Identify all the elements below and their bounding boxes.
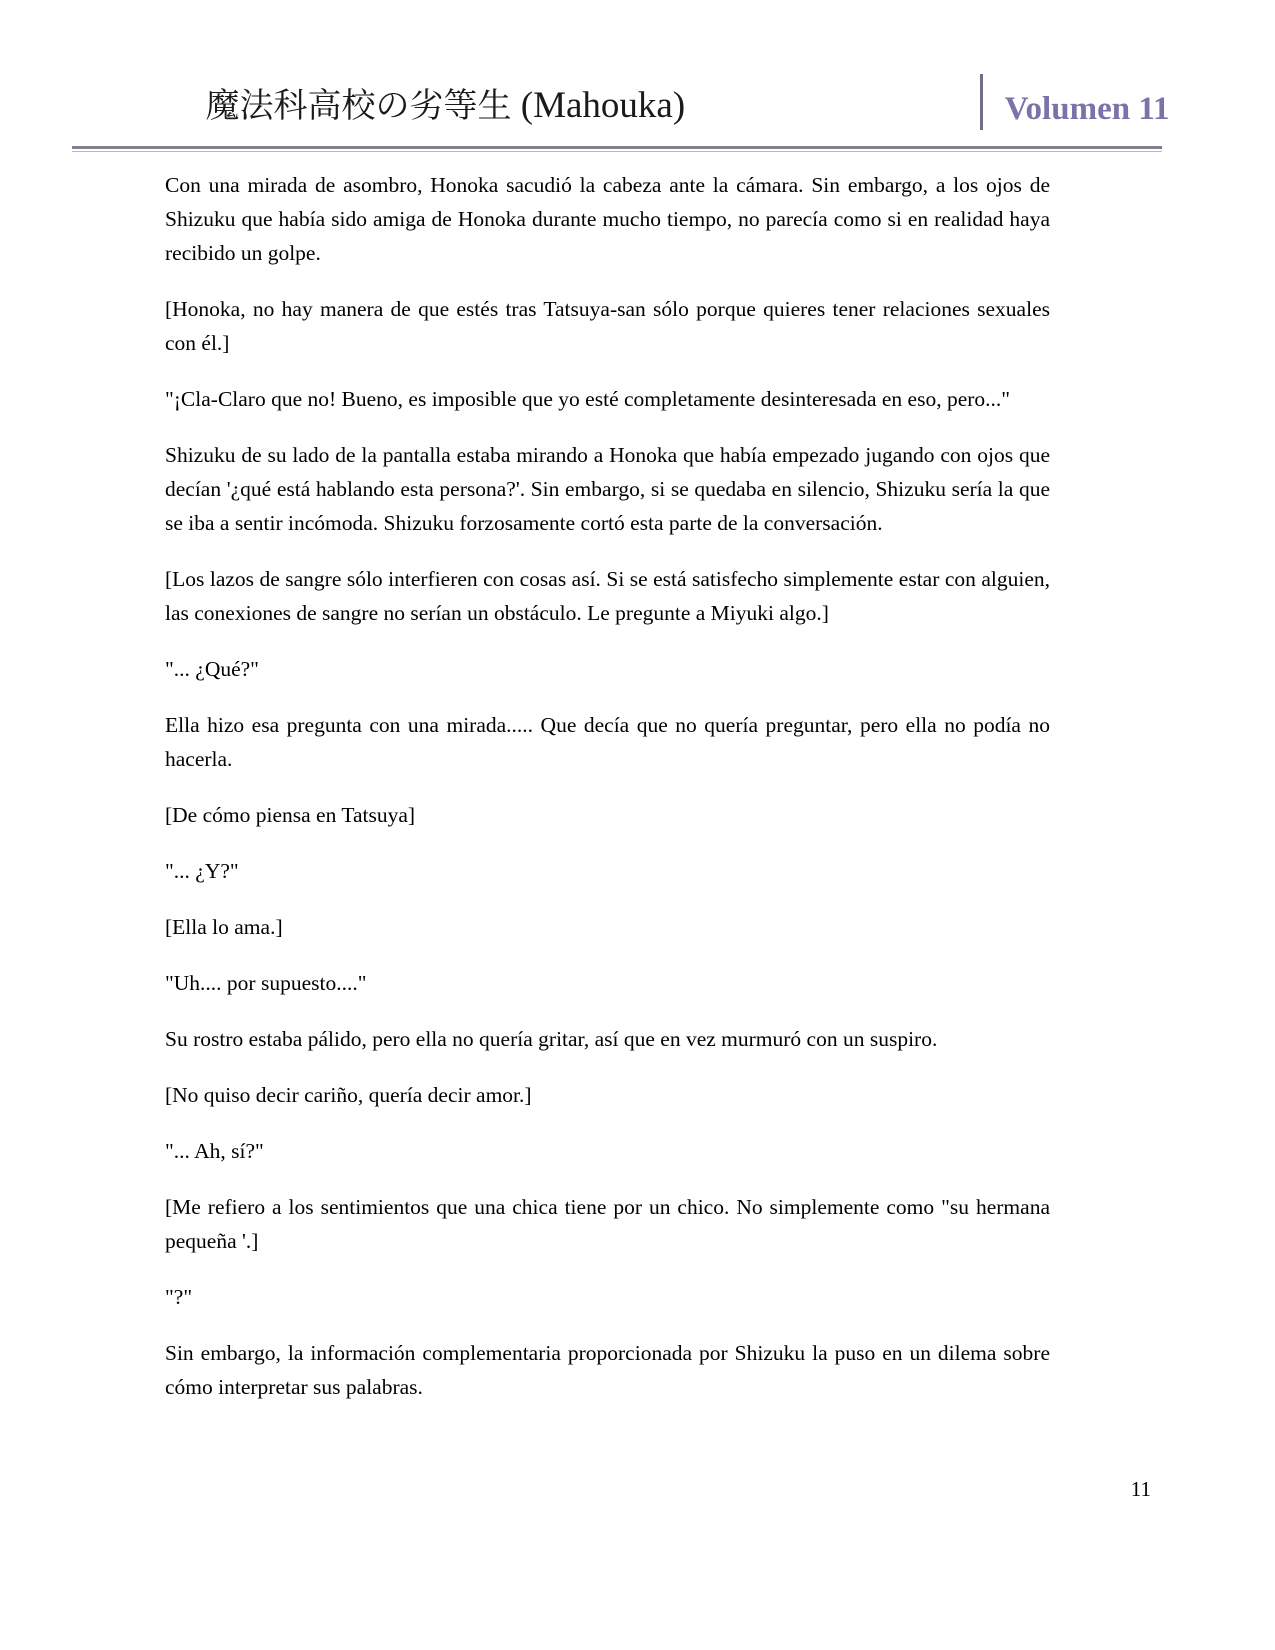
- paragraph: "... ¿Y?": [165, 859, 239, 883]
- paragraph: [Me refiero a los sentimientos que una chica tiene por un chico. No simplemente como "su hermana pequeña '.]: [165, 1195, 1050, 1253]
- paragraph: Con una mirada de asombro, Honoka sacudió la cabeza ante la cámara. Sin embargo, a los ojos de Shizuku que había sido amiga de Honoka durante mucho tiempo, no parecía como si en realidad haya recibido un golpe.: [165, 173, 1050, 265]
- header-rule-thick: [72, 146, 1162, 149]
- header-inner: [98, 58, 1178, 130]
- paragraph: Ella hizo esa pregunta con una mirada..... Que decía que no quería preguntar, pero ella no podía no hacerla.: [165, 713, 1050, 771]
- paragraph: [Los lazos de sangre sólo interfieren con cosas así. Si se está satisfecho simplemente estar con alguien, las conexiones de sangre no serían un obstáculo. Le pregunte a Miyuki algo.]: [165, 567, 1050, 625]
- page-number: 11: [1130, 1477, 1151, 1501]
- paragraph: "... Ah, sí?": [165, 1139, 264, 1163]
- paragraph: "¡Cla-Claro que no! Bueno, es imposible que yo esté completamente desinteresada en eso, pero...": [165, 387, 1011, 411]
- page-header: [0, 58, 1275, 150]
- paragraph: Su rostro estaba pálido, pero ella no quería gritar, así que en vez murmuró con un suspiro.: [165, 1027, 938, 1051]
- paragraph: "... ¿Qué?": [165, 657, 259, 681]
- volume-label: Volumen 11: [1004, 91, 1170, 127]
- header-vertical-divider: [980, 74, 983, 130]
- paragraph: [De cómo piensa en Tatsuya]: [165, 803, 416, 827]
- paragraph: "Uh.... por supuesto....": [165, 971, 367, 995]
- header-right-group: [980, 74, 1178, 130]
- document-title: [98, 82, 686, 130]
- body-text: [165, 168, 1050, 1404]
- document-title-japanese: 魔法科高校の劣等生: [205, 86, 512, 126]
- document-title-latin: (Mahouka): [511, 85, 686, 126]
- paragraph: [Honoka, no hay manera de que estés tras Tatsuya-san sólo porque quieres tener relaciones sexuales con él.]: [165, 297, 1050, 355]
- paragraph: Sin embargo, la información complementaria proporcionada por Shizuku la puso en un dilema sobre cómo interpretar sus palabras.: [165, 1341, 1050, 1399]
- paragraph: Shizuku de su lado de la pantalla estaba mirando a Honoka que había empezado jugando con ojos que decían '¿qué está hablando esta persona?'. Sin embargo, si se quedaba en silencio, Shizuku sería la que se iba a sentir incómoda. Shizuku forzosamente cortó esta parte de la conversación.: [165, 443, 1050, 535]
- paragraph: [Ella lo ama.]: [165, 915, 283, 939]
- paragraph: "?": [165, 1285, 193, 1309]
- paragraph: [No quiso decir cariño, quería decir amor.]: [165, 1083, 532, 1107]
- header-rule-thin: [72, 151, 1162, 152]
